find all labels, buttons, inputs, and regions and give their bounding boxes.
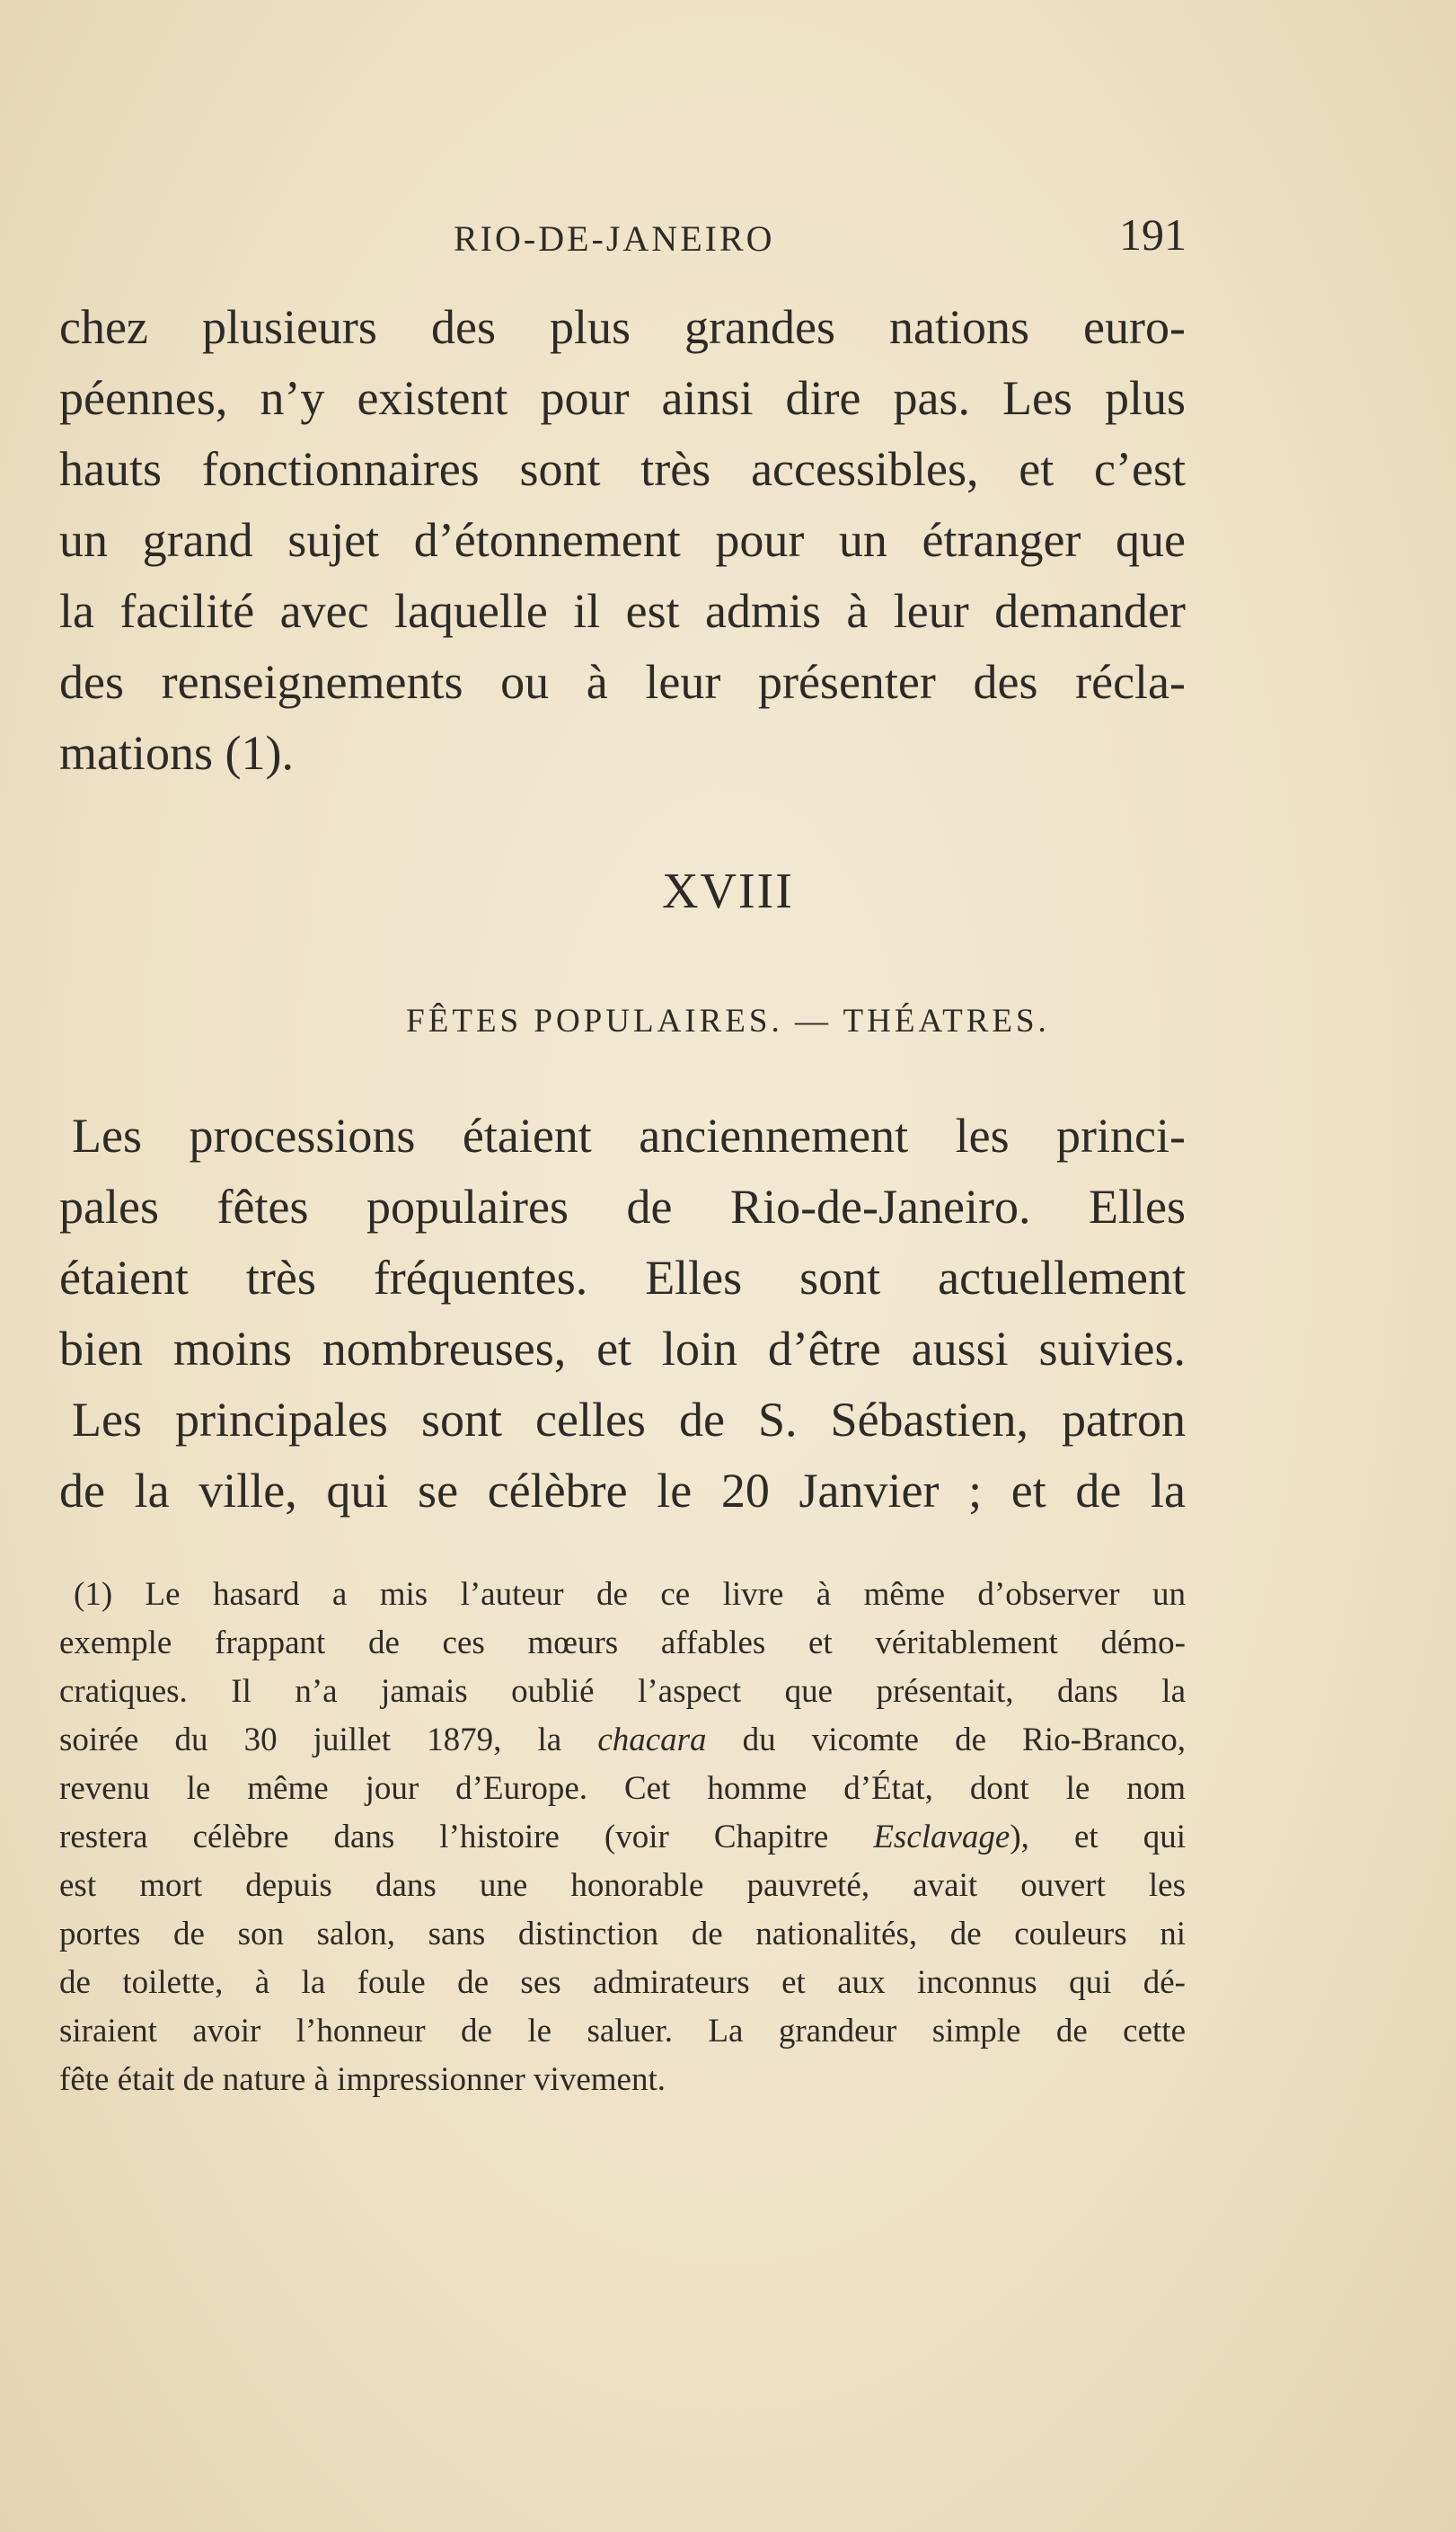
footnote-line: de toilette, à la foule de ses admirateurs et aux inconnus qui dé- [59,1964,1186,2001]
footnote-line: portes de son salon, sans distinction de nationalités, de couleurs ni [59,1916,1186,1952]
footnote-text: ), et qui [1010,1819,1186,1855]
footnote-text: restera célèbre dans l’histoire (voir Chapitre [59,1819,874,1855]
text-line: chez plusieurs des plus grandes nations euro- [59,300,1186,354]
text-line: hauts fonctionnaires sont très accessibles, et c’est [59,442,1186,496]
footnote-line [59,1813,1186,1862]
text-line: pales fêtes populaires de Rio-de-Janeiro. Elles [59,1180,1186,1234]
text-line: des renseignements ou à leur présenter des récla- [59,655,1186,709]
text-line: étaient très fréquentes. Elles sont actuellement [59,1251,1186,1305]
chapter-title: FÊTES POPULAIRES. — THÉATRES. [406,1003,1050,1040]
footnote-line: est mort depuis dans une honorable pauvreté, avait ouvert les [59,1867,1186,1904]
text-line: un grand sujet d’étonnement pour un étranger que [59,513,1186,567]
text-line: de la ville, qui se célèbre le 20 Janvier ; et de la [59,1464,1186,1518]
chapter-number: XVIII [662,863,794,919]
footnote-line: revenu le même jour d’Europe. Cet homme d’État, dont le nom [59,1770,1186,1807]
footnote-line [59,1716,1186,1765]
text-line: la facilité avec laquelle il est admis à leur demander [59,584,1186,638]
paragraph-1 [59,292,1186,789]
footnote-text: du vicomte de Rio-Branco, [706,1722,1186,1758]
footnote-line: siraient avoir l’honneur de le saluer. La grandeur simple de cette [59,2013,1186,2050]
text-line: Les processions étaient anciennement les princi- [72,1109,1186,1163]
page-number: 191 [1119,209,1187,260]
text-line: Les principales sont celles de S. Sébastien, patron [72,1393,1186,1447]
footnote-line: cratiques. Il n’a jamais oublié l’aspect que présentait, dans la [59,1673,1186,1710]
page-header [0,208,1456,262]
paragraph-2 [59,1101,1186,1527]
footnote-line: exemple frappant de ces mœurs affables et véritablement démo- [59,1625,1186,1661]
text-line: péennes, n’y existent pour ainsi dire pas. Les plus [59,371,1186,425]
footnote-line: fête était de nature à impressionner vivement. [59,2061,666,2098]
text-line: mations (1). [59,726,294,780]
footnote-italic: chacara [597,1722,707,1758]
footnote-line: (1) Le hasard a mis l’auteur de ce livre à même d’observer un [74,1576,1186,1613]
text-line: bien moins nombreuses, et loin d’être aussi suivies. [59,1322,1186,1376]
footnote-text: soirée du 30 juillet 1879, la [59,1722,598,1758]
footnote-italic: Esclavage [873,1819,1010,1855]
footnote [59,1571,1186,2104]
running-title: RIO-DE-JANEIRO [454,218,775,259]
